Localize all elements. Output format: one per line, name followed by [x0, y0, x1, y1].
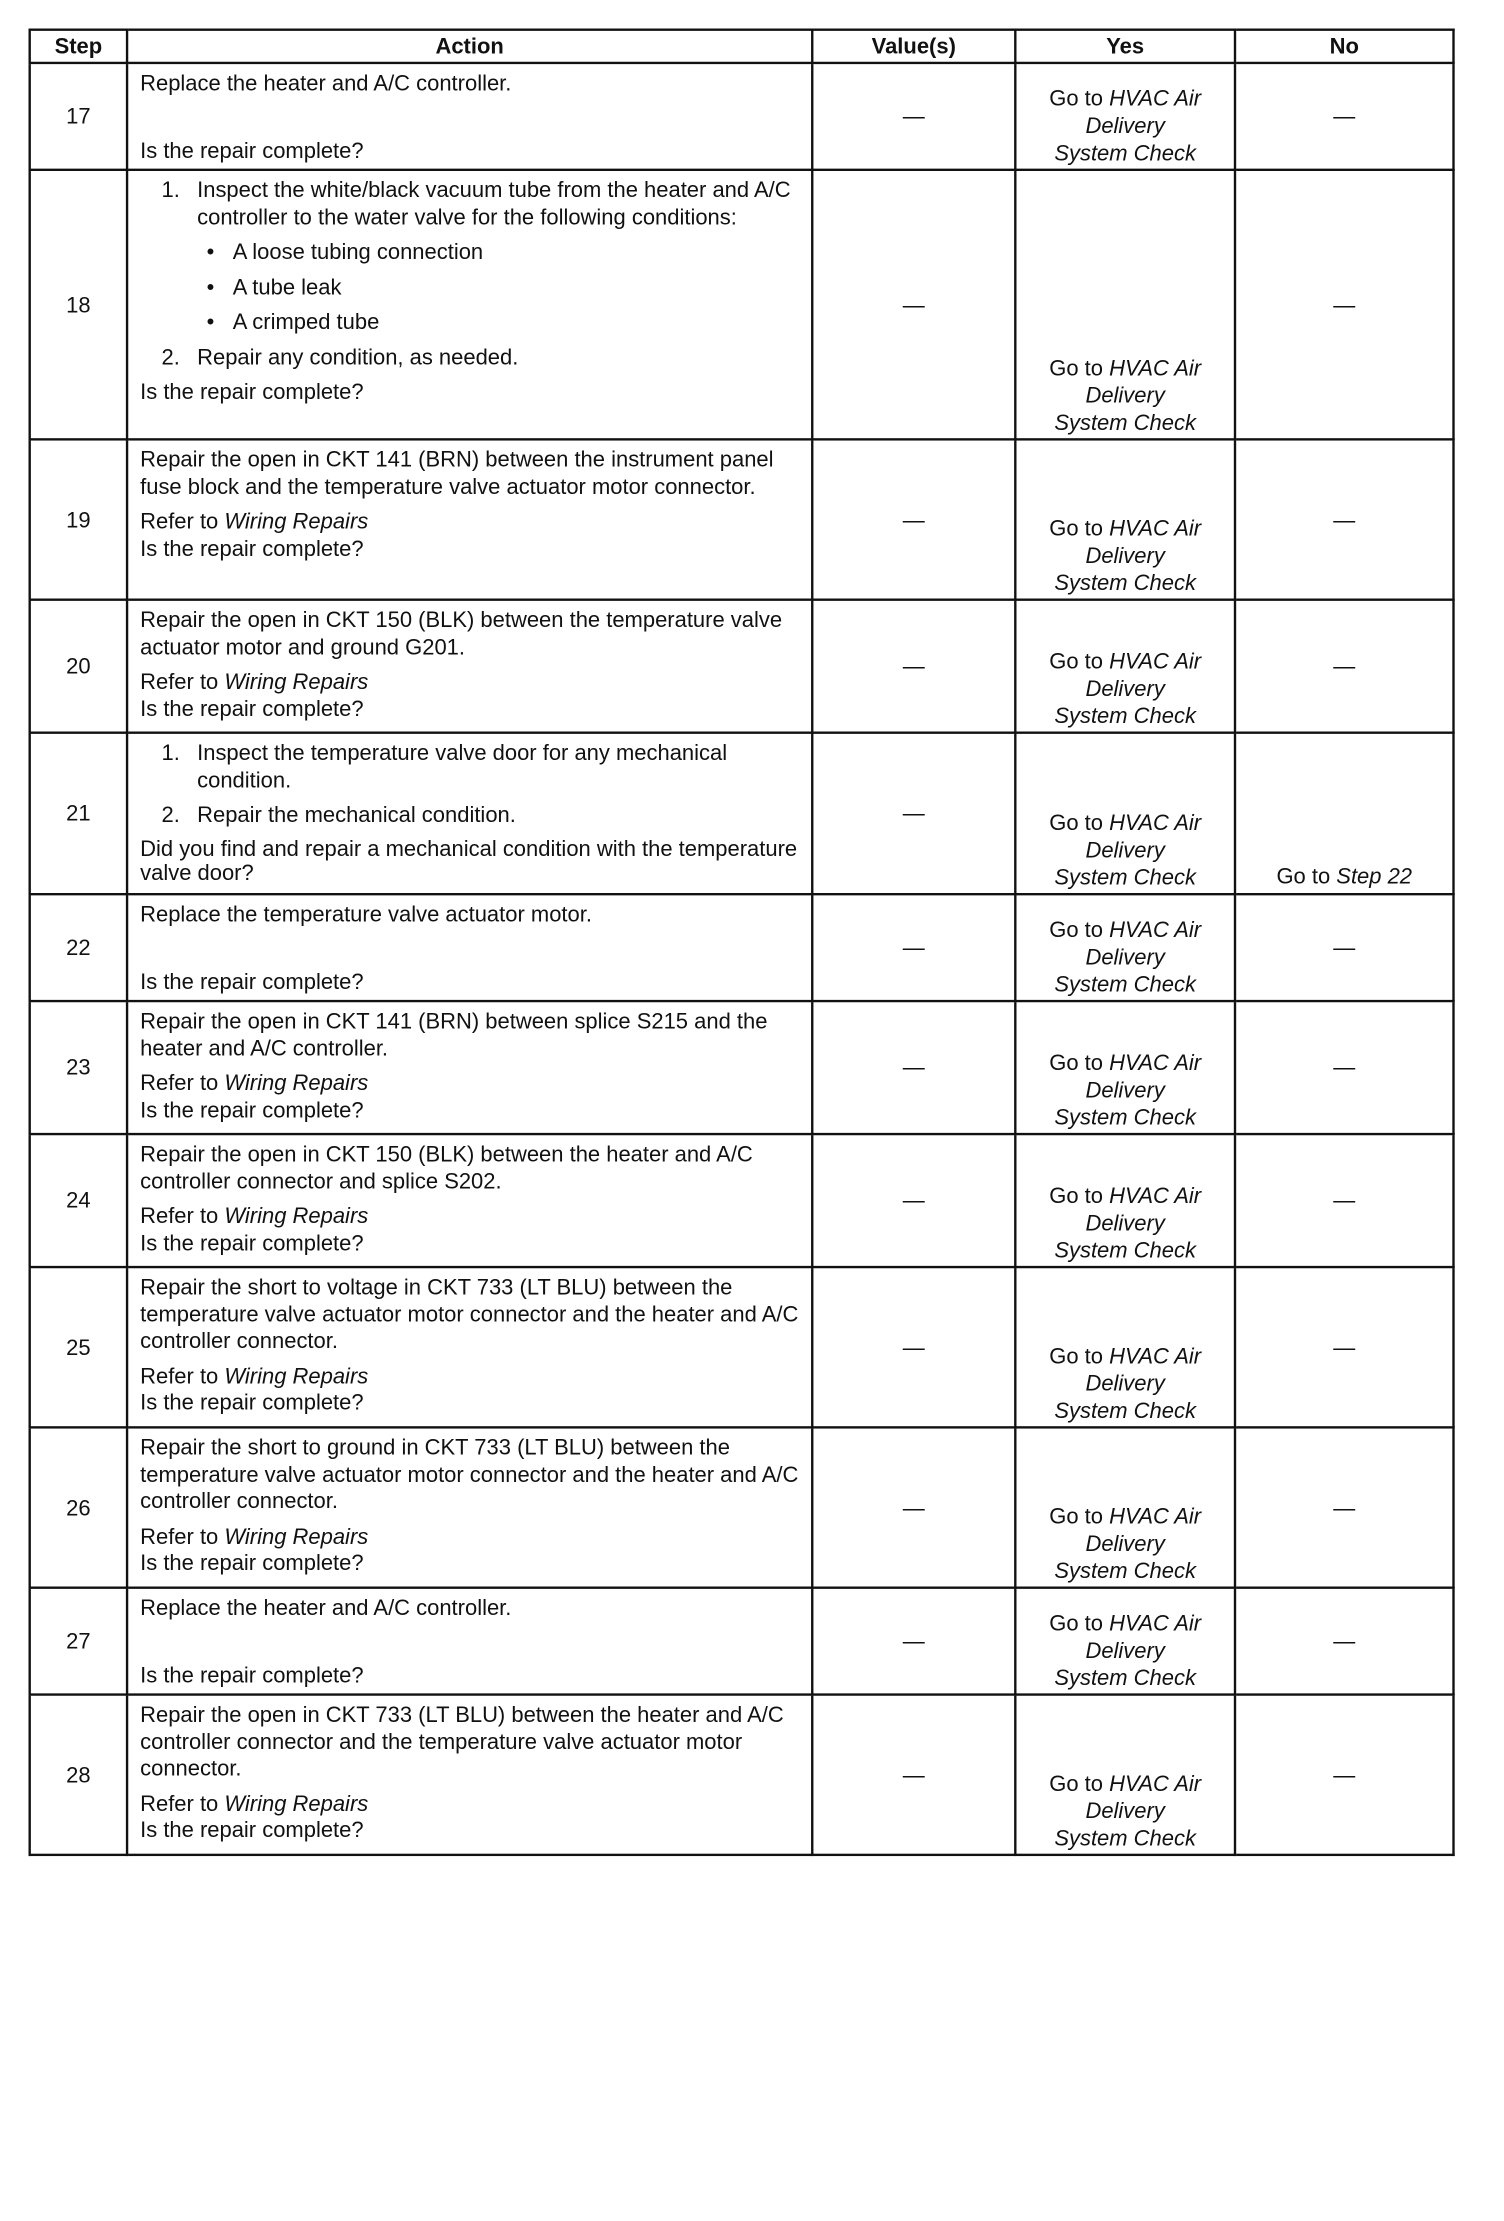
yes-link-line2[interactable]: Delivery: [1085, 1530, 1165, 1556]
value-cell: —: [812, 733, 1015, 895]
yes-link-line2[interactable]: Delivery: [1085, 1797, 1165, 1823]
item-text: Inspect the temperature valve door for any mechanical condition.: [197, 739, 728, 792]
no-cell: —: [1235, 1267, 1454, 1427]
yes-link[interactable]: HVAC Air: [1109, 916, 1202, 942]
action-text: Repair the short to voltage in CKT 733 (LT BLU) between the temperature valve actuator motor connector and the heater and A/C controller connector.: [140, 1274, 799, 1353]
step-number: 25: [30, 1267, 127, 1427]
step-number: 26: [30, 1427, 127, 1587]
refer-line: [140, 1070, 801, 1097]
action-cell: [127, 894, 812, 1001]
no-cell[interactable]: [1235, 733, 1454, 895]
yes-link-line3[interactable]: System Check: [1054, 409, 1196, 435]
table-row-step-17: [30, 63, 1454, 170]
yes-link[interactable]: HVAC Air: [1109, 1182, 1202, 1208]
table-row-step-27: [30, 1588, 1454, 1695]
refer-line: [140, 1363, 801, 1390]
yes-link-line2[interactable]: Delivery: [1085, 382, 1165, 408]
action-cell: [127, 733, 812, 895]
no-cell: —: [1235, 1588, 1454, 1695]
yes-cell[interactable]: [1015, 170, 1235, 440]
action-cell: [127, 170, 812, 440]
header-action: Action: [127, 30, 812, 63]
refer-link[interactable]: Wiring Repairs: [224, 1362, 369, 1388]
action-question: Is the repair complete?: [140, 1816, 364, 1842]
yes-link[interactable]: HVAC Air: [1109, 1770, 1202, 1796]
refer-prefix: Refer to: [140, 1202, 225, 1228]
value-cell: —: [812, 439, 1015, 599]
item-text: Repair any condition, as needed.: [197, 343, 519, 369]
yes-link-line2[interactable]: Delivery: [1085, 542, 1165, 568]
refer-link[interactable]: Wiring Repairs: [224, 1522, 369, 1548]
value-cell: —: [812, 600, 1015, 733]
yes-cell[interactable]: [1015, 733, 1235, 895]
yes-cell[interactable]: [1015, 1695, 1235, 1855]
action-text: Replace the temperature valve actuator motor.: [140, 901, 592, 927]
no-cell: —: [1235, 1427, 1454, 1587]
yes-link-line2[interactable]: Delivery: [1085, 112, 1165, 138]
numbered-item: [162, 177, 802, 230]
value-cell: —: [812, 1695, 1015, 1855]
no-cell: —: [1235, 170, 1454, 440]
yes-link[interactable]: HVAC Air: [1109, 1049, 1202, 1075]
yes-cell[interactable]: [1015, 1134, 1235, 1267]
value-cell: —: [812, 1267, 1015, 1427]
step-22-link[interactable]: Step 22: [1336, 863, 1413, 889]
header-yes: Yes: [1015, 30, 1235, 63]
yes-link-line2[interactable]: Delivery: [1085, 944, 1165, 969]
value-cell: —: [812, 1427, 1015, 1587]
yes-link-line2[interactable]: Delivery: [1085, 837, 1165, 863]
step-number: 24: [30, 1134, 127, 1267]
action-text: Repair the short to ground in CKT 733 (LT BLU) between the temperature valve actuator motor connector and the heater and A/C controller connector.: [140, 1434, 799, 1513]
step-number: 20: [30, 600, 127, 733]
header-values: Value(s): [812, 30, 1015, 63]
table-row-step-22: [30, 894, 1454, 1001]
diagnostic-table: [29, 29, 1455, 1857]
action-text: Repair the open in CKT 141 (BRN) between the instrument panel fuse block and the temperature valve actuator motor connector.: [140, 446, 774, 499]
value-cell: —: [812, 63, 1015, 170]
no-cell: —: [1235, 439, 1454, 599]
action-question: Is the repair complete?: [140, 1661, 364, 1687]
numbered-item: [162, 344, 802, 371]
bullet-text: A tube leak: [232, 273, 342, 299]
yes-link[interactable]: HVAC Air: [1109, 1610, 1202, 1636]
step-number: 18: [30, 170, 127, 440]
yes-link[interactable]: HVAC Air: [1109, 809, 1202, 835]
step-number: 19: [30, 439, 127, 599]
action-cell: [127, 63, 812, 170]
action-question: Is the repair complete?: [140, 137, 364, 163]
value-cell: —: [812, 1134, 1015, 1267]
yes-prefix: Go to: [1049, 85, 1110, 111]
refer-line: [140, 1203, 801, 1230]
step-number: 17: [30, 63, 127, 170]
table-row-step-25: [30, 1267, 1454, 1427]
step-number: 28: [30, 1695, 127, 1855]
refer-link[interactable]: Wiring Repairs: [224, 1202, 369, 1228]
bullet-item: • A tube leak: [206, 273, 342, 299]
refer-line: [140, 1523, 801, 1550]
yes-prefix: Go to: [1049, 1182, 1110, 1208]
yes-cell[interactable]: [1015, 1267, 1235, 1427]
action-question: Is the repair complete?: [140, 695, 364, 721]
table-row-step-18: [30, 170, 1454, 440]
yes-link-line3[interactable]: System Check: [1054, 570, 1196, 595]
no-prefix: Go to: [1276, 863, 1337, 889]
yes-link-line3[interactable]: System Check: [1054, 971, 1196, 997]
action-text: Replace the heater and A/C controller.: [140, 1594, 512, 1620]
action-question: Did you find and repair a mechanical condition with the temperature valve door?: [140, 835, 798, 885]
action-cell: [127, 1588, 812, 1695]
step-number: 21: [30, 733, 127, 895]
bullet-item: • A crimped tube: [206, 308, 380, 334]
yes-prefix: Go to: [1049, 916, 1110, 942]
yes-cell[interactable]: [1015, 894, 1235, 1001]
table-row-step-24: [30, 1134, 1454, 1267]
no-cell: —: [1235, 1695, 1454, 1855]
action-text: Repair the open in CKT 150 (BLK) between the heater and A/C controller connector and splice S202.: [140, 1141, 753, 1193]
header-step: Step: [30, 30, 127, 63]
item-number: 1.: [161, 739, 180, 765]
yes-cell[interactable]: [1015, 600, 1235, 733]
yes-link-line3[interactable]: System Check: [1054, 1237, 1196, 1263]
action-question: Is the repair complete?: [140, 378, 364, 404]
table-row-step-28: [30, 1695, 1454, 1855]
yes-link-line3[interactable]: System Check: [1054, 1825, 1196, 1851]
item-text: Inspect the white/black vacuum tube from the heater and A/C controller to the water valve for the following conditions:: [197, 176, 791, 229]
refer-line: [140, 1790, 801, 1817]
yes-link[interactable]: HVAC Air: [1109, 355, 1202, 380]
yes-link-line3[interactable]: System Check: [1054, 1104, 1196, 1130]
yes-cell[interactable]: [1015, 439, 1235, 599]
numbered-item: [162, 740, 802, 793]
action-question: Is the repair complete?: [140, 534, 364, 560]
yes-cell[interactable]: [1015, 1427, 1235, 1587]
yes-prefix: Go to: [1049, 1610, 1110, 1636]
refer-prefix: Refer to: [140, 508, 225, 534]
refer-prefix: Refer to: [140, 1362, 225, 1388]
action-cell: [127, 1001, 812, 1134]
table-row-step-21: [30, 733, 1454, 895]
yes-link[interactable]: HVAC Air: [1109, 85, 1202, 111]
header-row: [30, 30, 1454, 63]
action-text: Repair the open in CKT 150 (BLK) between the temperature valve actuator motor and ground G201.: [140, 606, 783, 659]
yes-prefix: Go to: [1049, 1049, 1110, 1075]
yes-cell[interactable]: [1015, 1588, 1235, 1695]
action-cell: [127, 1267, 812, 1427]
no-cell: —: [1235, 63, 1454, 170]
value-cell: —: [812, 1588, 1015, 1695]
step-number: 27: [30, 1588, 127, 1695]
yes-link-line3[interactable]: System Check: [1054, 864, 1196, 890]
yes-prefix: Go to: [1049, 648, 1110, 674]
header-no: No: [1235, 30, 1454, 63]
refer-line: [140, 508, 801, 535]
action-text: Repair the open in CKT 733 (LT BLU) between the heater and A/C controller connector and the temperature valve actuator motor connector.: [140, 1701, 784, 1781]
value-cell: —: [812, 170, 1015, 440]
no-cell: —: [1235, 600, 1454, 733]
yes-link-line2[interactable]: Delivery: [1085, 1077, 1165, 1102]
yes-link-line3[interactable]: System Check: [1054, 1664, 1196, 1690]
table-row-step-23: [30, 1001, 1454, 1134]
yes-link-line2[interactable]: Delivery: [1085, 1370, 1165, 1396]
yes-prefix: Go to: [1049, 809, 1110, 835]
action-text: Replace the heater and A/C controller.: [140, 70, 512, 95]
action-cell: [127, 439, 812, 599]
action-question: Is the repair complete?: [140, 1389, 364, 1415]
yes-prefix: Go to: [1049, 355, 1110, 380]
step-number: 23: [30, 1001, 127, 1134]
item-number: 1.: [161, 176, 180, 202]
yes-link-line2[interactable]: Delivery: [1085, 1210, 1165, 1235]
refer-prefix: Refer to: [140, 1069, 225, 1095]
yes-prefix: Go to: [1049, 515, 1110, 541]
yes-link[interactable]: HVAC Air: [1109, 515, 1202, 541]
yes-link-line3[interactable]: System Check: [1054, 1397, 1196, 1423]
yes-prefix: Go to: [1049, 1770, 1110, 1796]
bullet-text: A crimped tube: [232, 308, 380, 334]
yes-link[interactable]: HVAC Air: [1109, 1343, 1202, 1368]
value-cell: —: [812, 894, 1015, 1001]
refer-prefix: Refer to: [140, 1790, 225, 1816]
table-row-step-20: [30, 600, 1454, 733]
yes-cell[interactable]: [1015, 63, 1235, 170]
step-number: 22: [30, 894, 127, 1001]
refer-line: [140, 669, 801, 696]
action-cell: [127, 1695, 812, 1855]
yes-cell[interactable]: [1015, 1001, 1235, 1134]
bullet-item: • A loose tubing connection: [206, 238, 484, 264]
bullet-text: A loose tubing connection: [232, 238, 484, 264]
no-cell: —: [1235, 894, 1454, 1001]
yes-link-line3[interactable]: System Check: [1054, 1558, 1196, 1583]
action-cell: [127, 1134, 812, 1267]
refer-prefix: Refer to: [140, 1522, 225, 1548]
yes-link-line3[interactable]: System Check: [1054, 140, 1196, 166]
no-cell: —: [1235, 1001, 1454, 1134]
action-question: Is the repair complete?: [140, 1549, 364, 1575]
refer-link[interactable]: Wiring Repairs: [224, 1790, 369, 1816]
action-cell: [127, 1427, 812, 1587]
table-row-step-19: [30, 439, 1454, 599]
action-question: Is the repair complete?: [140, 1096, 364, 1122]
action-cell: [127, 600, 812, 733]
yes-link[interactable]: HVAC Air: [1109, 1503, 1202, 1529]
refer-link[interactable]: Wiring Repairs: [224, 508, 369, 534]
action-text: Repair the open in CKT 141 (BRN) between splice S215 and the heater and A/C controller.: [140, 1008, 768, 1060]
yes-link[interactable]: HVAC Air: [1109, 648, 1202, 674]
action-question: Is the repair complete?: [140, 968, 364, 994]
refer-prefix: Refer to: [140, 668, 225, 694]
yes-link-line2[interactable]: Delivery: [1085, 675, 1165, 701]
item-number: 2.: [161, 801, 180, 827]
value-cell: —: [812, 1001, 1015, 1134]
no-cell: —: [1235, 1134, 1454, 1267]
yes-prefix: Go to: [1049, 1343, 1110, 1368]
refer-link[interactable]: Wiring Repairs: [224, 1069, 369, 1095]
table-row-step-26: [30, 1427, 1454, 1587]
action-question: Is the repair complete?: [140, 1229, 364, 1255]
item-number: 2.: [161, 343, 180, 369]
yes-link-line2[interactable]: Delivery: [1085, 1637, 1165, 1663]
item-text: Repair the mechanical condition.: [197, 801, 516, 827]
yes-prefix: Go to: [1049, 1503, 1110, 1529]
yes-link-line3[interactable]: System Check: [1054, 703, 1196, 728]
refer-link[interactable]: Wiring Repairs: [224, 668, 369, 694]
numbered-item: [162, 802, 802, 829]
